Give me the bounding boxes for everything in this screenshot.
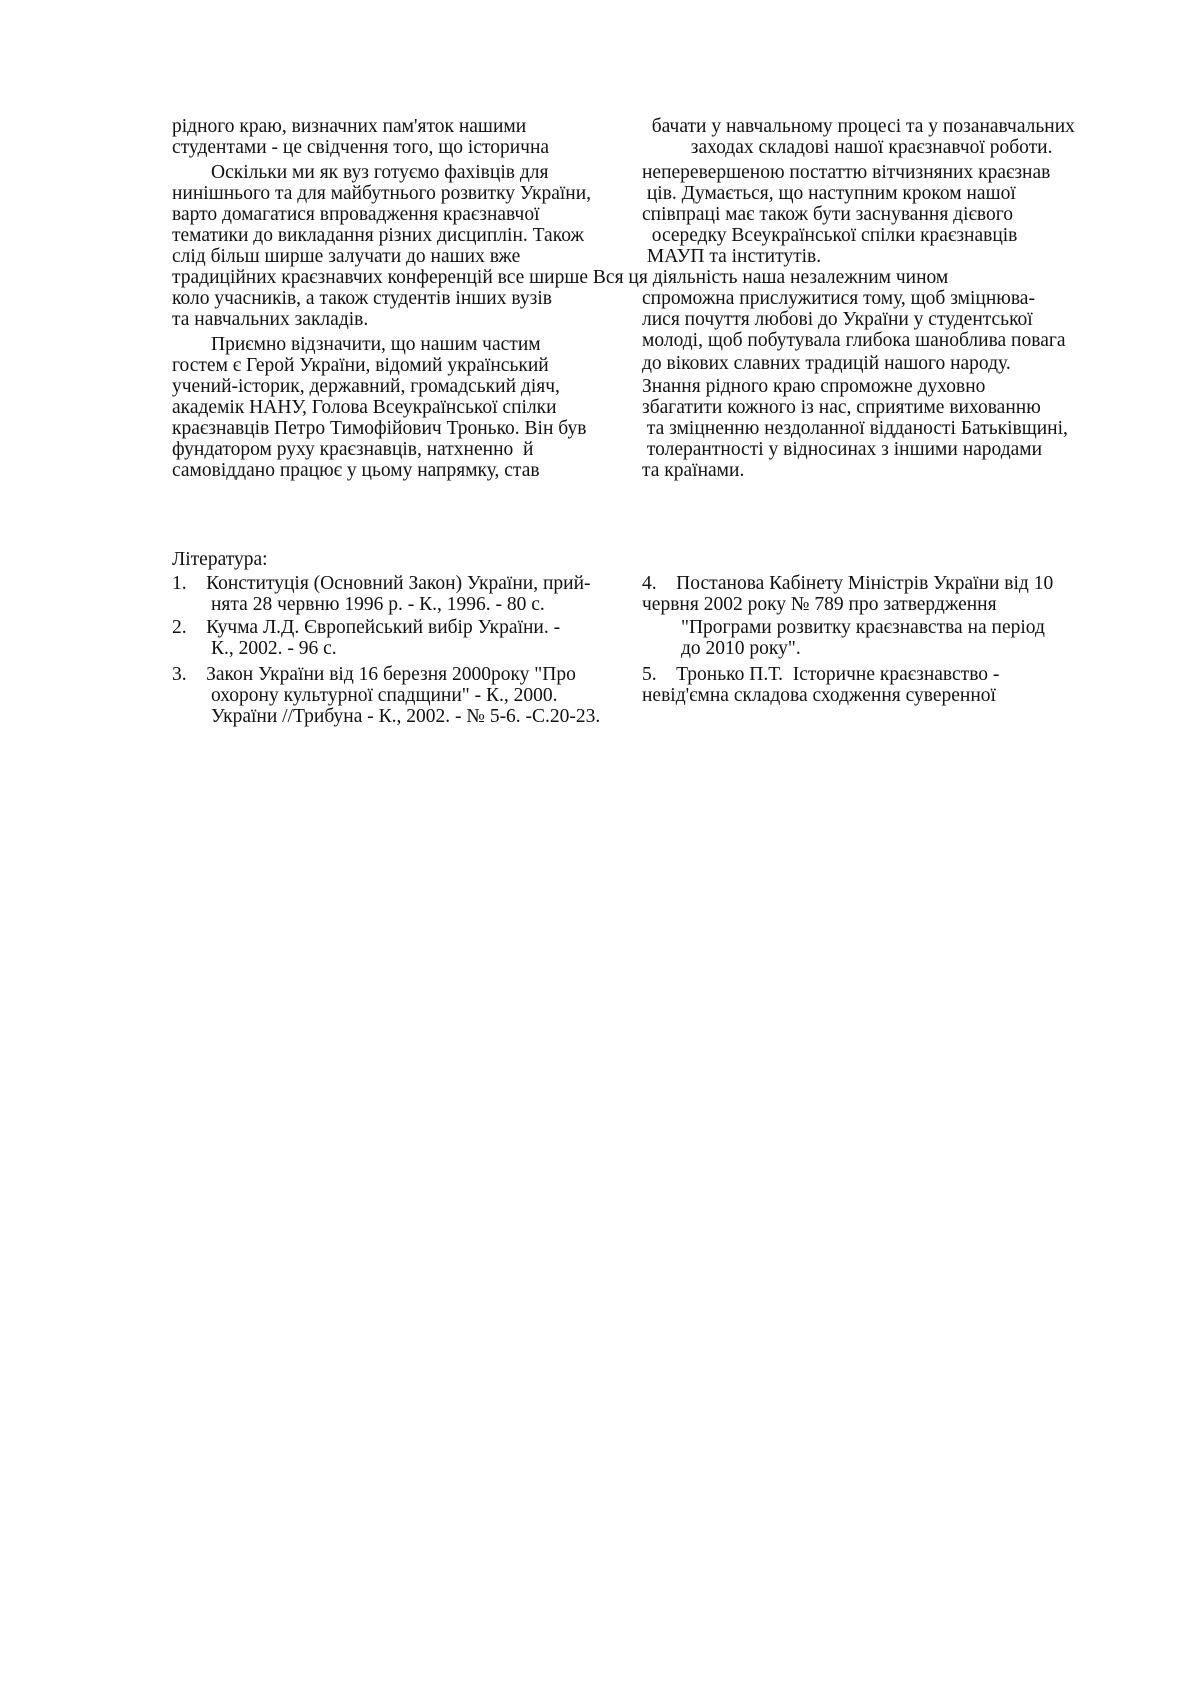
- body-text-line: студентами - це свідчення того, що історична: [172, 137, 550, 158]
- references-heading: Література:: [172, 549, 268, 570]
- reference-line: 2. Кучма Л.Д. Європейський вибір України. -: [172, 617, 561, 638]
- body-text-line: коло учасників, а також студентів інших вузів: [172, 288, 552, 309]
- reference-line: до 2010 року".: [642, 638, 801, 659]
- body-text-line: толерантності у відносинах з іншими народами: [642, 439, 1043, 460]
- body-text-line: академік НАНУ, Голова Всеукраїнської спілки: [172, 397, 557, 418]
- body-text-line: Оскільки ми як вуз готуємо фахівців для: [172, 162, 549, 183]
- body-text-line: до вікових славних традицій нашого народу.: [642, 353, 1011, 374]
- body-text-line: варто домагатися впровадження краєзнавчої: [172, 204, 540, 225]
- body-text-line: тематики до викладання різних дисциплін. Також: [172, 225, 584, 246]
- body-text-line: та навчальних закладів.: [172, 309, 369, 330]
- body-text-line: та країнами.: [642, 460, 745, 481]
- body-text-line: ців. Думається, що наступним кроком нашої: [642, 183, 1016, 204]
- body-text-line: заходах складові нашої краєзнавчої роботи.: [642, 137, 1053, 158]
- reference-line: червня 2002 року № 789 про затвердження: [642, 594, 997, 615]
- body-text-line: співпраці має також бути заснування дієвого: [642, 204, 1013, 225]
- reference-line: 5. Тронько П.Т. Історичне краєзнавство -: [642, 664, 1000, 685]
- body-text-line: традиційних краєзнавчих конференцій все ширше Вся ця діяльність наша незалежним чином: [172, 267, 949, 288]
- body-text-line: осередку Всеукраїнської спілки краєзнавців: [642, 225, 1018, 246]
- body-text-line: самовіддано працює у цьому напрямку, став: [172, 460, 540, 481]
- reference-line: 4. Постанова Кабінету Міністрів України від 10: [642, 573, 1054, 594]
- reference-line: нята 28 червню 1996 р. - К., 1996. - 80 с.: [172, 594, 545, 615]
- body-text-line: МАУП та інститутів.: [642, 246, 822, 267]
- reference-line: 1. Конституція (Основний Закон) України, прий-: [172, 573, 591, 594]
- body-text-line: та зміцненню нездоланної відданості Батьківщині,: [642, 418, 1068, 439]
- body-text-line: Приємно відзначити, що нашим частим: [172, 334, 541, 355]
- reference-line: України //Трибуна - К., 2002. - № 5-6. -С.20-23.: [172, 706, 601, 727]
- body-text-line: молоді, щоб побутувала глибока шаноблива повага: [642, 330, 1066, 351]
- body-text-line: нинішнього та для майбутнього розвитку України,: [172, 183, 592, 204]
- body-text-line: слід більш ширше залучати до наших вже: [172, 246, 521, 267]
- reference-line: 3. Закон України від 16 березня 2000року "Про: [172, 664, 576, 685]
- body-text-line: бачати у навчальному процесі та у позанавчальних: [642, 116, 1075, 137]
- body-text-line: збагатити кожного із нас, сприятиме вихованню: [642, 397, 1041, 418]
- body-text-line: лися почуття любові до України у студентської: [642, 309, 1033, 330]
- body-text-line: неперевершеною постаттю вітчизняних краєзнав: [642, 162, 1051, 183]
- reference-line: охорону культурної спадщини" - К., 2000.: [172, 685, 558, 706]
- body-text-line: гостем є Герой України, відомий український: [172, 355, 549, 376]
- body-text-line: Знання рідного краю спроможне духовно: [642, 376, 986, 397]
- reference-line: К., 2002. - 96 с.: [172, 638, 337, 659]
- body-text-line: фундатором руху краєзнавців, натхненно й: [172, 439, 534, 460]
- body-text-line: учений-історик, державний, громадський діяч,: [172, 376, 560, 397]
- body-text-line: спроможна прислужитися тому, щоб зміцнюва-: [642, 288, 1035, 309]
- reference-line: невід'ємна складова сходження суверенної: [642, 685, 996, 706]
- reference-line: "Програми розвитку краєзнавства на період: [642, 617, 1045, 638]
- body-text-line: краєзнавців Петро Тимофійович Тронько. Він був: [172, 418, 587, 439]
- body-text-line: рідного краю, визначних пам'яток нашими: [172, 116, 527, 137]
